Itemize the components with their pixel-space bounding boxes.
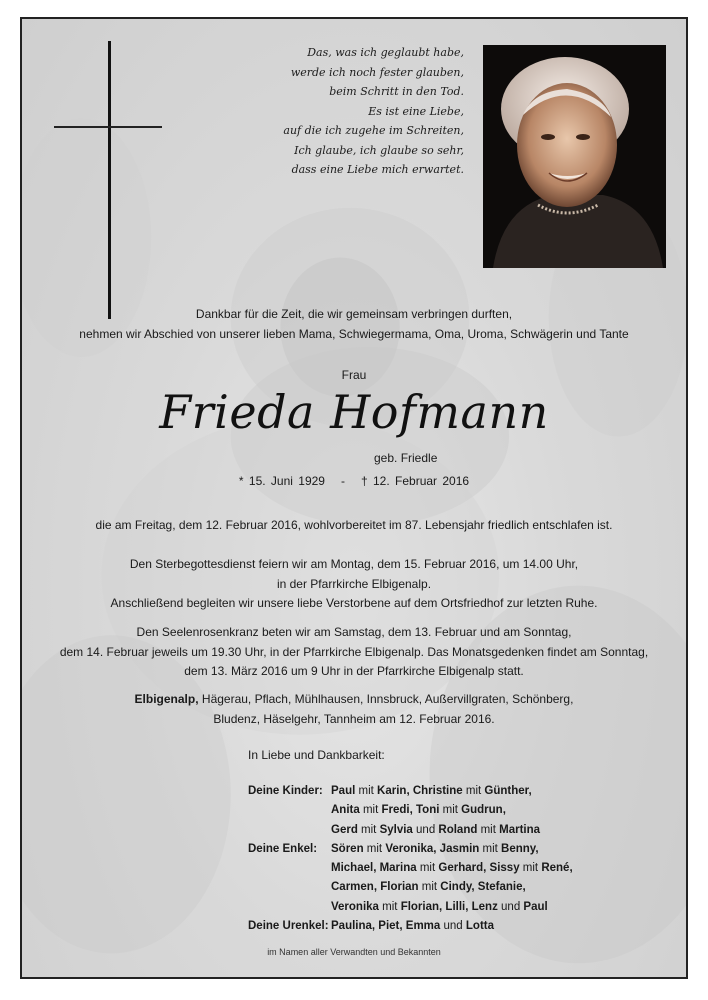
funeral-line-1: Den Sterbegottesdienst feiern wir am Montag, dem 15. Februar 2016, um 14.00 Uhr, bbox=[129, 557, 579, 571]
poem-line: werde ich noch fester glauben, bbox=[290, 65, 464, 79]
family-group-label: Deine Enkel: bbox=[248, 842, 318, 855]
family-name-segment: Cindy bbox=[440, 881, 472, 894]
footer-text: im Namen aller Verwandten und Bekannten bbox=[267, 947, 441, 957]
family-group-label: Deine Urenkel: bbox=[248, 920, 329, 933]
family-name-segment: , bbox=[373, 881, 381, 894]
rosary-line-3: dem 13. März 2016 um 9 Uhr in der Pfarrkirche Elbigenalp statt. bbox=[184, 664, 524, 678]
family-name-segment: , bbox=[522, 881, 526, 894]
poem-line: Es ist eine Liebe, bbox=[368, 104, 464, 118]
family-name-segment: Paul bbox=[331, 785, 356, 797]
family-name-segment: Günther bbox=[484, 785, 529, 797]
family-name-segment: Florian bbox=[400, 900, 440, 913]
family-name-segment: Emma bbox=[405, 920, 441, 933]
family-name-segment: und bbox=[440, 920, 466, 933]
family-name-segment: Benny bbox=[501, 842, 536, 855]
poem bbox=[204, 43, 464, 180]
family-names bbox=[331, 782, 532, 801]
family-name-segment: , bbox=[399, 920, 406, 933]
family-list bbox=[248, 782, 573, 936]
family-group-label bbox=[248, 878, 331, 897]
family-names bbox=[331, 821, 540, 840]
family-row bbox=[248, 917, 573, 936]
family-row bbox=[248, 821, 573, 840]
funeral-line-3: Anschließend begleiten wir unsere liebe Verstorbene auf dem Ortsfriedhof zur letzten Ruhe. bbox=[110, 596, 598, 610]
family-name-segment: Piet bbox=[378, 920, 400, 933]
family-names bbox=[331, 878, 526, 897]
family-names bbox=[331, 840, 539, 859]
family-name-segment: , bbox=[502, 804, 506, 817]
family-name-segment: mit bbox=[477, 823, 500, 836]
passing-text: die am Freitag, dem 12. Februar 2016, wohlvorbereitet im 87. Lebensjahr friedlich entschlafen ist. bbox=[95, 518, 613, 532]
family-name-segment: , bbox=[373, 862, 380, 875]
funeral-line-2: in der Pfarrkirche Elbigenalp. bbox=[276, 576, 432, 591]
family-name-segment: Sissy bbox=[489, 862, 520, 875]
obituary-card bbox=[20, 17, 688, 979]
family-name-segment: , bbox=[528, 785, 532, 797]
family-name-segment: Anita bbox=[331, 804, 360, 817]
intro-text bbox=[22, 304, 686, 344]
family-name-segment: mit bbox=[378, 900, 401, 913]
family-name-segment: mit bbox=[462, 785, 485, 797]
salutation: Frau bbox=[341, 368, 367, 382]
family-name-segment: Carmen bbox=[331, 881, 374, 894]
family-name-segment: Gudrun bbox=[461, 804, 503, 817]
family-name-segment: Jasmin bbox=[439, 842, 480, 855]
family-name-segment: und bbox=[412, 823, 439, 836]
family-name-segment: Veronika bbox=[385, 842, 434, 855]
rosary-line-1: Den Seelenrosenkranz beten wir am Samstag, dem 13. Februar und am Sonntag, bbox=[136, 625, 572, 639]
intro-line-1: Dankbar für die Zeit, die wir gemeinsam verbringen durften, bbox=[195, 307, 513, 321]
places-line-1: Hägerau, Pflach, Mühlhausen, Innsbruck, Außervillgraten, Schönberg, bbox=[198, 692, 574, 706]
family-name-segment: , bbox=[535, 842, 539, 855]
places-bold: Elbigenalp, bbox=[134, 692, 199, 706]
family-name-segment: , bbox=[483, 862, 490, 875]
cross-horizontal-bar bbox=[54, 126, 162, 128]
family-name-segment: mit bbox=[519, 862, 542, 875]
family-group-label bbox=[248, 898, 331, 917]
family-name-segment: mit bbox=[357, 823, 380, 836]
intro-line-2: nehmen wir Abschied von unserer lieben Mama, Schwiegermama, Oma, Uroma, Schwägerin und Tante bbox=[79, 327, 629, 341]
rosary-line-2: dem 14. Februar jeweils um 19.30 Uhr, in der Pfarrkirche Elbigenalp. Das Monatsgedenken findet am Sonntag, bbox=[59, 644, 649, 659]
family-name-segment: , bbox=[439, 900, 446, 913]
family-name-segment: Stefanie bbox=[477, 881, 523, 894]
death-date: † 12. Februar 2016 bbox=[361, 474, 470, 488]
closing-text: In Liebe und Dankbarkeit: bbox=[248, 748, 385, 762]
family-row bbox=[248, 878, 573, 897]
birth-name: geb. Friedle bbox=[374, 451, 438, 465]
poem-line: dass eine Liebe mich erwartet. bbox=[291, 163, 464, 176]
family-name-segment: , bbox=[465, 900, 472, 913]
date-separator: - bbox=[340, 474, 345, 488]
family-name-segment: Lotta bbox=[465, 920, 494, 933]
family-names bbox=[331, 917, 494, 936]
poem-line: Das, was ich geglaubt habe, bbox=[307, 46, 464, 59]
places-line-2: Bludenz, Häselgehr, Tannheim am 12. Februar 2016. bbox=[213, 711, 495, 726]
family-name-segment: Lenz bbox=[471, 900, 498, 913]
family-name-segment: mit bbox=[355, 785, 378, 797]
family-names bbox=[331, 859, 573, 878]
family-name-segment: Veronika bbox=[331, 900, 379, 913]
family-group-label: Deine Kinder: bbox=[248, 785, 323, 797]
family-name-segment: Paulina bbox=[331, 920, 372, 933]
life-dates bbox=[22, 474, 686, 488]
family-name-segment: Florian bbox=[380, 881, 419, 894]
deceased-name: Frieda Hofmann bbox=[159, 385, 549, 439]
birth-date: * 15. Juni 1929 bbox=[238, 474, 325, 488]
family-name-segment: mit bbox=[439, 804, 462, 817]
family-name-segment: mit bbox=[418, 881, 441, 894]
family-name-segment: mit bbox=[359, 804, 382, 817]
family-name-segment: Sylvia bbox=[379, 823, 413, 836]
family-name-segment: , bbox=[569, 862, 573, 875]
family-name-segment: Gerd bbox=[331, 823, 358, 836]
cross-vertical-bar bbox=[108, 41, 111, 319]
family-row bbox=[248, 898, 573, 917]
poem-line: beim Schritt in den Tod. bbox=[329, 85, 464, 98]
family-name-segment: , bbox=[371, 920, 379, 933]
family-name-segment: Martina bbox=[499, 823, 541, 836]
family-name-segment: Gerhard bbox=[438, 862, 484, 875]
family-name-segment: mit bbox=[416, 862, 439, 875]
family-names bbox=[331, 898, 548, 917]
family-name-segment: Lilli bbox=[445, 900, 466, 913]
family-name-segment: René bbox=[541, 862, 570, 875]
family-name-segment: mit bbox=[479, 842, 502, 855]
family-group-label bbox=[248, 821, 331, 840]
family-name-segment: Fredi bbox=[381, 804, 410, 817]
family-name-segment: und bbox=[497, 900, 524, 913]
rosary-text bbox=[22, 623, 686, 682]
family-name-segment: Marina bbox=[379, 862, 417, 875]
funeral-text bbox=[22, 555, 686, 614]
places-text bbox=[22, 690, 686, 729]
family-group-label bbox=[248, 801, 331, 820]
family-row bbox=[248, 801, 573, 820]
family-name-segment: Christine bbox=[412, 785, 463, 797]
family-name-segment: , bbox=[409, 804, 416, 817]
family-names bbox=[331, 801, 506, 820]
portrait-photo bbox=[483, 45, 666, 268]
family-name-segment: Sören bbox=[331, 842, 364, 855]
family-name-segment: Roland bbox=[438, 823, 478, 836]
family-name-segment: Michael bbox=[331, 862, 374, 875]
family-group-label bbox=[248, 859, 331, 878]
family-name-segment: Paul bbox=[523, 900, 548, 913]
poem-line: Ich glaube, ich glaube so sehr, bbox=[294, 143, 464, 157]
poem-line: auf die ich zugehe im Schreiten, bbox=[283, 124, 464, 137]
family-name-segment: , bbox=[406, 785, 413, 797]
family-name-segment: , bbox=[433, 842, 440, 855]
family-row bbox=[248, 782, 573, 801]
family-name-segment: Karin bbox=[377, 785, 407, 797]
family-row bbox=[248, 840, 573, 859]
family-row bbox=[248, 859, 573, 878]
family-name-segment: , bbox=[471, 881, 478, 894]
family-name-segment: Toni bbox=[416, 804, 440, 817]
family-name-segment: mit bbox=[363, 842, 386, 855]
